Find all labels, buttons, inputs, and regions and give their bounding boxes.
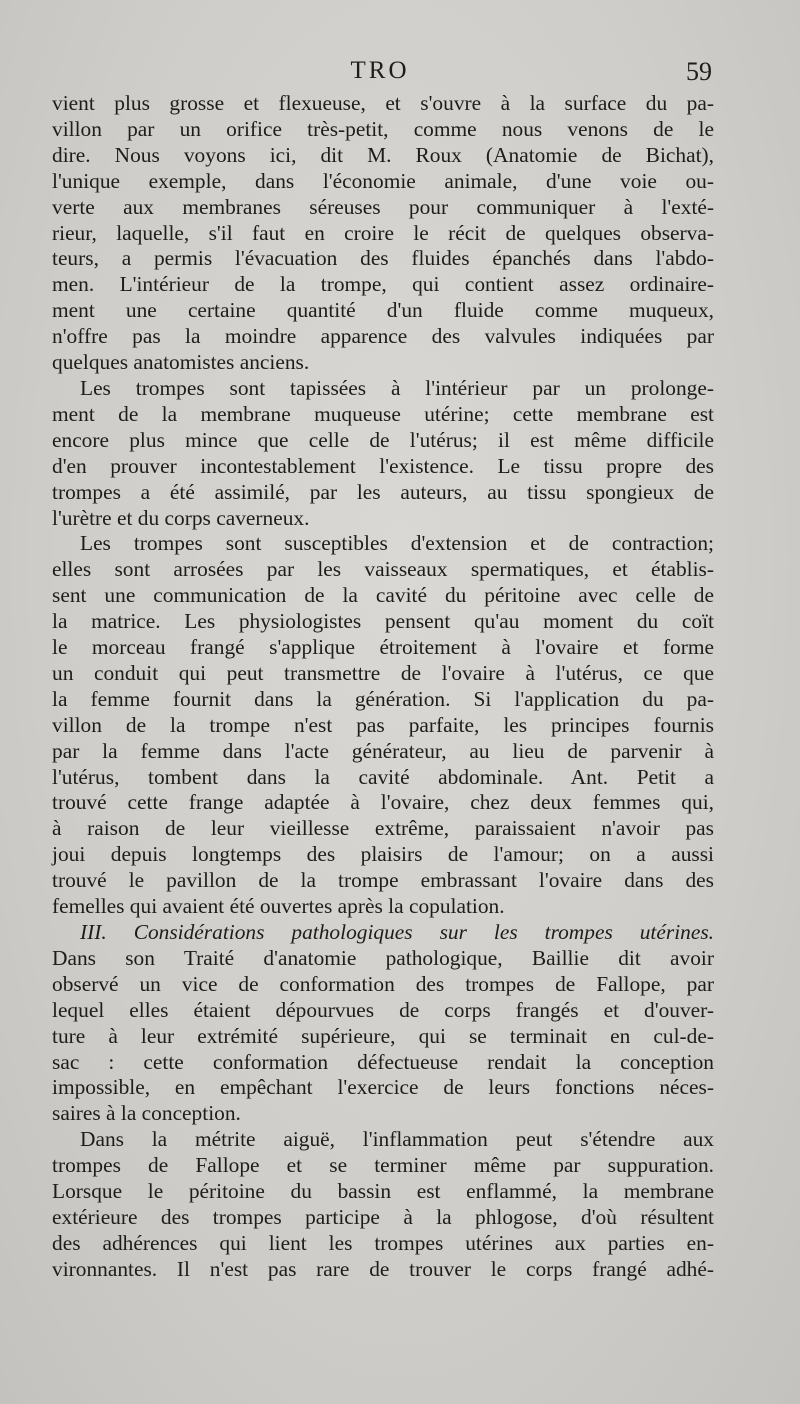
paragraph: [52, 1127, 714, 1282]
text-line: villon par un orifice très-petit, comme nous venons de le: [52, 116, 714, 141]
text-line: teurs, a permis l'évacuation des fluides épanchés dans l'abdo-: [52, 246, 714, 271]
running-head: TRO: [350, 57, 410, 84]
page-number: 59: [686, 57, 712, 86]
text-line: joui depuis longtemps des plaisirs de l'amour; on a aussi: [52, 842, 714, 867]
text-line: vironnantes. Il n'est pas rare de trouver le corps frangé adhé-: [52, 1256, 714, 1281]
text-line: femelles qui avaient été ouvertes après la copulation.: [52, 894, 505, 919]
text-line: trouvé cette frange adaptée à l'ovaire, chez deux femmes qui,: [52, 790, 714, 815]
page-header: [0, 55, 800, 95]
text-line: l'utérus, tombent dans la cavité abdominale. Ant. Petit a: [52, 764, 714, 789]
text-line: l'urètre et du corps caverneux.: [52, 505, 310, 530]
text-line: d'en prouver incontestablement l'existence. Le tissu propre des: [52, 453, 714, 478]
text-line: extérieure des trompes participe à la phlogose, d'où résultent: [52, 1204, 714, 1229]
text-line: men. L'intérieur de la trompe, qui contient assez ordinaire-: [52, 272, 714, 297]
paragraph: [52, 920, 714, 1127]
text-line: la femme fournit dans la génération. Si l'application du pa-: [52, 686, 714, 711]
text-line: lequel elles étaient dépourvues de corps frangés et d'ouver-: [52, 997, 714, 1022]
text-line: impossible, en empêchant l'exercice de leurs fonctions néces-: [52, 1075, 714, 1100]
text-line: observé un vice de conformation des trompes de Fallope, par: [52, 971, 714, 996]
text-line: trouvé le pavillon de la trompe embrassant l'ovaire dans des: [52, 868, 714, 893]
text-line: par la femme dans l'acte générateur, au lieu de parvenir à: [52, 738, 714, 763]
text-line: l'unique exemple, dans l'économie animale, d'une voie ou-: [52, 168, 714, 193]
text-line: dire. Nous voyons ici, dit M. Roux (Anatomie de Bichat),: [52, 142, 714, 167]
paragraph: [52, 531, 714, 920]
text-line: trompes de Fallope et se terminer même par suppuration.: [52, 1153, 714, 1178]
text-line: Dans la métrite aiguë, l'inflammation peut s'étendre aux: [80, 1127, 714, 1152]
text-line: quelques anatomistes anciens.: [52, 350, 310, 375]
text-line: un conduit qui peut transmettre de l'ovaire à l'utérus, ce que: [52, 660, 714, 685]
text-line: ment une certaine quantité d'un fluide comme muqueux,: [52, 298, 714, 323]
text-line: Dans son Traité d'anatomie pathologique, Baillie dit avoir: [52, 945, 714, 970]
text-line: vient plus grosse et flexueuse, et s'ouvre à la surface du pa-: [52, 91, 714, 115]
text-line: encore plus mince que celle de l'utérus; il est même difficile: [52, 427, 714, 452]
section-heading: III. Considérations pathologiques sur les trompes utérines.: [80, 920, 714, 944]
text-line: ment de la membrane muqueuse utérine; cette membrane est: [52, 401, 714, 426]
text-line: Les trompes sont susceptibles d'extension et de contraction;: [80, 531, 714, 556]
text-line: elles sont arrosées par les vaisseaux spermatiques, et établis-: [52, 557, 714, 582]
text-line: sac : cette conformation défectueuse rendait la conception: [52, 1049, 714, 1074]
text-line: n'offre pas la moindre apparence des valvules indiquées par: [52, 324, 714, 349]
text-line: verte aux membranes séreuses pour communiquer à l'exté-: [52, 194, 714, 219]
text-line: rieur, laquelle, s'il faut en croire le récit de quelques observa-: [52, 220, 714, 245]
text-line: à raison de leur vieillesse extrême, paraissaient n'avoir pas: [52, 816, 714, 841]
text-line: ture à leur extrémité supérieure, qui se terminait en cul-de-: [52, 1023, 714, 1048]
text-line: des adhérences qui lient les trompes utérines aux parties en-: [52, 1230, 714, 1255]
paragraph: [52, 376, 714, 531]
text-line: sent une communication de la cavité du péritoine avec celle de: [52, 583, 714, 608]
text-line: Lorsque le péritoine du bassin est enflammé, la membrane: [52, 1179, 714, 1204]
text-line: trompes a été assimilé, par les auteurs, au tissu spongieux de: [52, 479, 714, 504]
text-line: Les trompes sont tapissées à l'intérieur par un prolonge-: [80, 375, 714, 400]
text-line: la matrice. Les physiologistes pensent qu'au moment du coït: [52, 609, 714, 634]
text-line: le morceau frangé s'applique étroitement à l'ovaire et forme: [52, 635, 714, 660]
text-line: saires à la conception.: [52, 1101, 241, 1126]
text-line: villon de la trompe n'est pas parfaite, les principes fournis: [52, 712, 714, 737]
paragraph: [52, 91, 714, 376]
body-text: [52, 91, 714, 1283]
